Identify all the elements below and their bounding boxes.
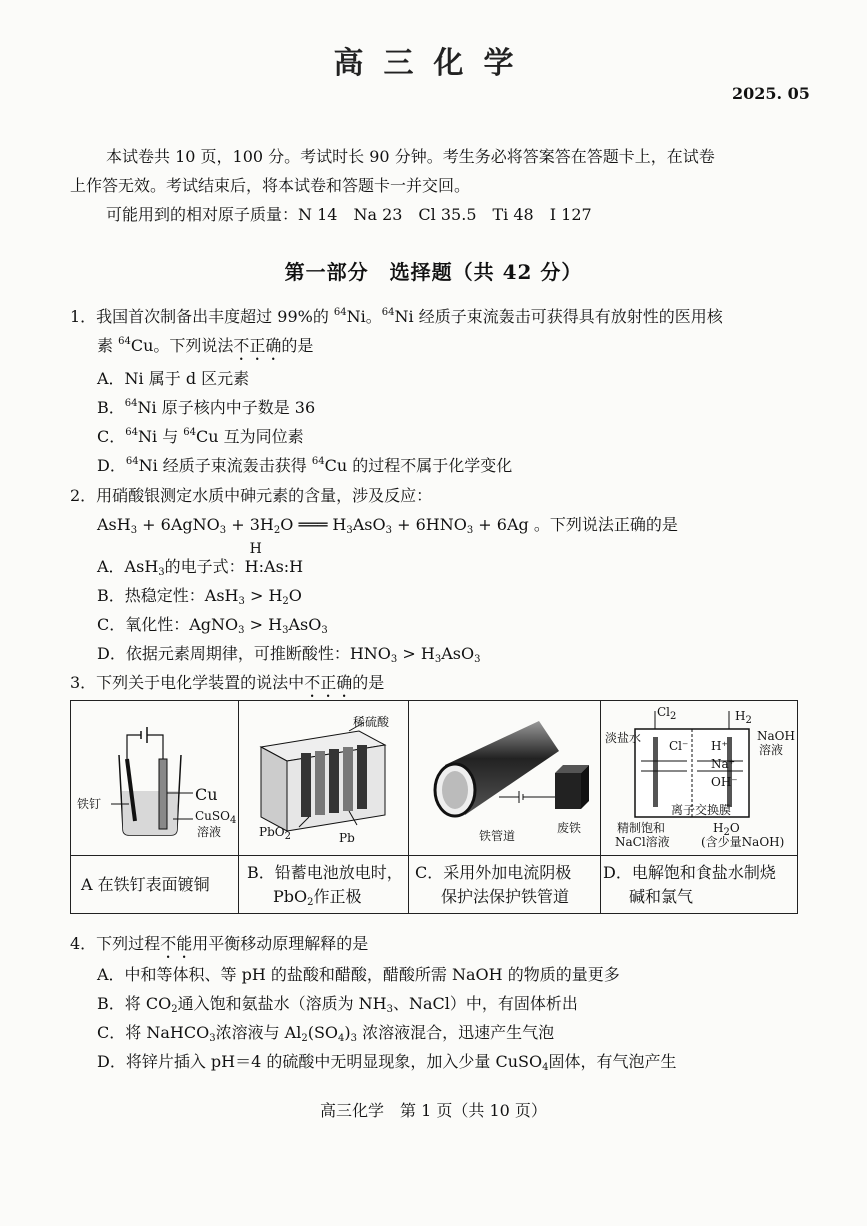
caption-d-line1: D．电解饱和食盐水制烧 bbox=[603, 863, 776, 882]
caption-c-line2: 保护法保护铁管道 bbox=[441, 887, 570, 906]
electron-formula: H H:As:H bbox=[244, 541, 304, 576]
q1-option-a: A．Ni 属于 d 区元素 bbox=[97, 369, 250, 388]
label-naoh-solution: 溶液 bbox=[759, 743, 784, 757]
label-cl2: $Cl_2$ bbox=[657, 705, 677, 722]
q1-option-c: C．$^{64}$Ni 与 $^{64}$Cu 互为同位素 bbox=[97, 427, 304, 446]
label-na-ion: Na⁺ bbox=[711, 757, 735, 771]
caption-b-line1: B．铅蓄电池放电时， bbox=[247, 863, 403, 882]
caption-b-line2: PbO$_2$作正极 bbox=[273, 887, 362, 908]
q1-option-d: D．$^{64}$Ni 经质子束流轰击获得 $^{64}$Cu 的过程不属于化学变化 bbox=[97, 456, 513, 475]
q2-option-d: D．依据元素周期律，可推断酸性：$HNO_3 > H_3AsO_3$ bbox=[97, 644, 481, 665]
label-brine-1: 精制饱和 bbox=[617, 821, 666, 835]
q1-stem-line2: 素 $^{64}$Cu。下列说法不正确的是 bbox=[97, 336, 314, 355]
label-iron-nail: 铁钉 bbox=[77, 797, 102, 811]
q4-option-d: D．将锌片插入 pH＝4 的硫酸中无明显现象，加入少量 CuSO$_4$固体，有气泡产生 bbox=[97, 1052, 677, 1073]
page-footer: 高三化学 第 1 页（共 10 页） bbox=[320, 1101, 547, 1120]
q2-option-a: A．AsH$_3$的电子式： H H:As:H bbox=[97, 552, 812, 581]
label-membrane: 离子交换膜 bbox=[671, 803, 732, 817]
q4-option-a: A．中和等体积、等 pH 的盐酸和醋酸，醋酸所需 NaOH 的物质的量更多 bbox=[97, 965, 620, 984]
label-dilute-acid: 稀硫酸 bbox=[353, 715, 390, 729]
q1-option-b: B．$^{64}$Ni 原子核内中子数是 36 bbox=[97, 398, 316, 417]
label-dilute-brine: 淡盐水 bbox=[605, 731, 642, 745]
label-cl-ion: Cl⁻ bbox=[669, 739, 689, 753]
exam-date: 2025. 05 bbox=[732, 84, 810, 103]
label-naoh: NaOH bbox=[757, 729, 795, 743]
label-oh-ion: OH⁻ bbox=[711, 775, 738, 789]
label-h-ion: H⁺ bbox=[711, 739, 728, 753]
caption-c-line1: C．采用外加电流阴极 bbox=[415, 863, 572, 882]
label-pbo2: PbO$_2$ bbox=[259, 825, 291, 842]
label-h2: $H_2$ bbox=[735, 709, 752, 726]
q2-option-b: B．热稳定性：$AsH_3 > H_2O$ bbox=[97, 586, 302, 607]
label-solution: 溶液 bbox=[197, 825, 222, 839]
intro-line-2: 上作答无效。考试结束后，将本试卷和答题卡一并交回。 bbox=[70, 176, 471, 195]
label-h2o: $H_2O$ bbox=[713, 821, 740, 838]
label-cuso4: CuSO$_4$ bbox=[195, 809, 237, 826]
label-trace-naoh: (含少量NaOH) bbox=[701, 835, 785, 849]
intro-line-1: 本试卷共 10 页，100 分。考试时长 90 分钟。考生务必将答案答在答题卡上，在试卷 bbox=[106, 147, 715, 166]
exam-title: 高三化学 bbox=[333, 46, 534, 81]
label-pb: Pb bbox=[339, 831, 355, 845]
q2-equation: AsH$_3$ + 6AgNO$_3$ + $3H_2O$ ═══ $H_3AsO_3 + 6HNO_3 + 6Ag$ 。下列说法正确的是 bbox=[97, 515, 678, 536]
label-brine-2: NaCl溶液 bbox=[615, 835, 670, 849]
q4-stem: 4．下列过程不能用平衡移动原理解释的是 bbox=[70, 934, 369, 953]
caption-a: A 在铁钉表面镀铜 bbox=[81, 875, 210, 894]
label-scrap-iron: 废铁 bbox=[557, 821, 582, 835]
q4-option-c: C．将 NaHCO$_3$浓溶液与 $Al_2(SO_4)_3$ 浓溶液混合，迅速产生气泡 bbox=[97, 1023, 555, 1044]
label-cu: Cu bbox=[195, 785, 218, 804]
section-title: 第一部分 选择题（共 42 分） bbox=[284, 260, 583, 284]
q3-stem: 3．下列关于电化学装置的说法中不正确的是 bbox=[70, 673, 385, 692]
q2-option-c: C．氧化性：AgNO$_3$ > $H_3AsO_3$ bbox=[97, 615, 328, 636]
q3-figure-table bbox=[70, 700, 798, 914]
q4-option-b: B．将 $CO_2$通入饱和氨盐水（溶质为 $NH_3$、NaCl）中，有固体析出 bbox=[97, 994, 578, 1015]
table-divider bbox=[71, 855, 797, 856]
label-iron-pipe: 铁管道 bbox=[479, 829, 516, 843]
intro-atomic-masses: 可能用到的相对原子质量：N 14 Na 23 Cl 35.5 Ti 48 I 127 bbox=[106, 205, 592, 224]
caption-d-line2: 碱和氯气 bbox=[629, 887, 694, 906]
q2-stem: 2．用硝酸银测定水质中砷元素的含量，涉及反应： bbox=[70, 486, 433, 505]
q1-stem-line1: 1．我国首次制备出丰度超过 99%的 $^{64}$Ni。$^{64}$Ni 经质子束流轰击可获得具有放射性的医用核 bbox=[70, 307, 723, 326]
